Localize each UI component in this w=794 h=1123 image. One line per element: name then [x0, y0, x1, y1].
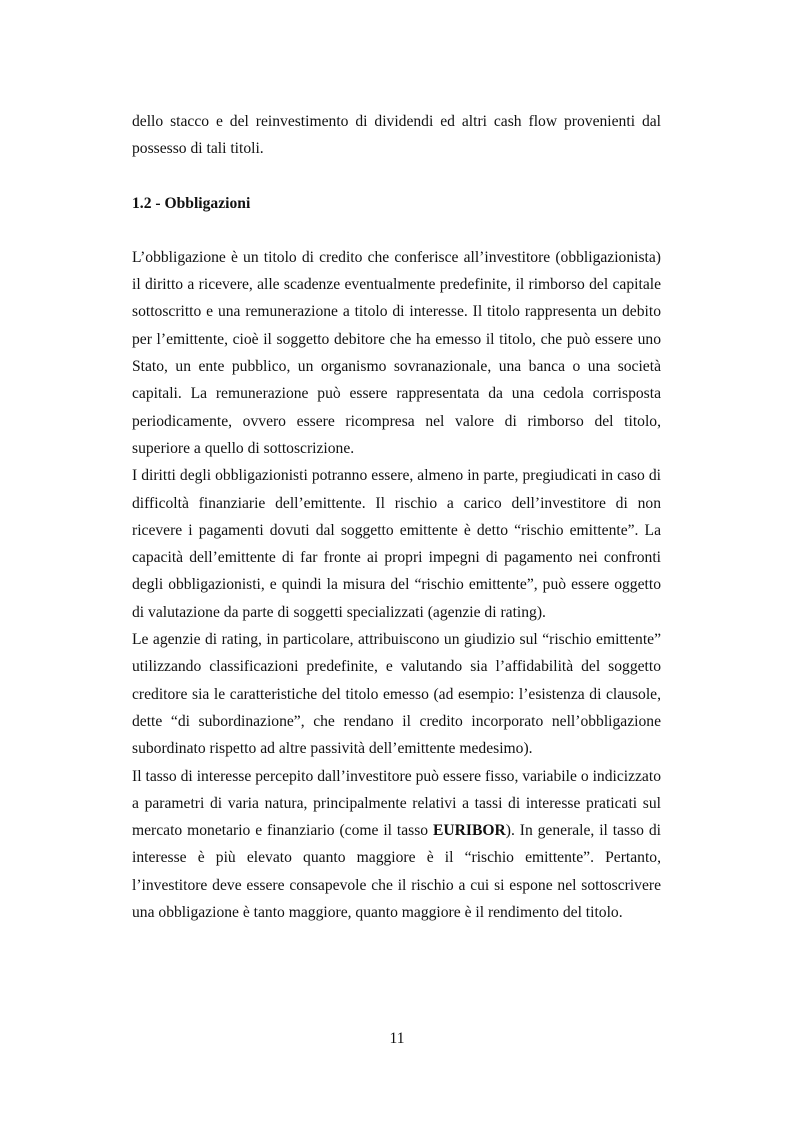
page-number: 11 — [389, 1030, 405, 1047]
paragraph-bond-definition: L’obbligazione è un titolo di credito che conferisce all’investitore (obbligazionista) il diritto a ricevere, alle scadenze eventualmente predefinite, il rimborso del capitale sottoscritto e una remunerazione a titolo di interesse. Il titolo rappresenta un debito per l’emittente, cioè il soggetto debitore che ha emesso il titolo, che può essere uno Stato, un ente pubblico, un organismo sovranazionale, una banca o una società capitali. La remunerazione può essere rappresentata da una cedola corrisposta periodicamente, ovvero essere ricompresa nel valore di rimborso del titolo, superiore a quello di sottoscrizione. — [132, 248, 661, 457]
paragraph-rating-agencies: Le agenzie di rating, in particolare, attribuiscono un giudizio sul “rischio emittente” utilizzando classificazioni predefinite, e valutando sia l’affidabilità del soggetto creditore sia le caratteristiche del titolo emesso (ad esempio: l’esistenza di clausole, dette “di subordinazione”, che rendano il credito incorporato nell’obbligazione subordinato rispetto ad altre passività dell’emittente medesimo). — [132, 631, 661, 758]
interest-text-after: ). In generale, il tasso di interesse è più elevato quanto maggiore è il “rischio emittente”. Pertanto, l’investitore deve essere consapevole che il rischio a cui si espone nel sottoscrivere una obbligazione è tanto maggiore, quanto maggiore è il rendimento del titolo. — [132, 822, 661, 922]
intro-continuation-paragraph: dello stacco e del reinvestimento di dividendi ed altri cash flow provenienti dal possesso di tali titoli. — [132, 113, 661, 158]
page-body — [132, 108, 661, 926]
section-heading: 1.2 - Obbligazioni — [132, 194, 251, 212]
paragraph-interest-rate — [132, 763, 661, 927]
paragraph-issuer-risk: I diritti degli obbligazionisti potranno essere, almeno in parte, pregiudicati in caso di difficoltà finanziarie dell’emittente. Il rischio a carico dell’investitore di non ricevere i pagamenti dovuti dal soggetto emittente è detto “rischio emittente”. La capacità dell’emittente di far fronte ai propri impegni di pagamento nei confronti degli obbligazionisti, e quindi la misura del “rischio emittente”, può essere oggetto di valutazione da parte di soggetti specializzati (agenzie di rating). — [132, 467, 661, 621]
euribor-term: EURIBOR — [432, 822, 506, 840]
interest-text-before: Il tasso di interesse percepito dall’investitore può essere fisso, variabile o indicizzato a parametri di varia natura, principalmente relativi a tassi di interesse praticati sul mercato monetario e finanziario (come il tasso — [132, 767, 661, 840]
